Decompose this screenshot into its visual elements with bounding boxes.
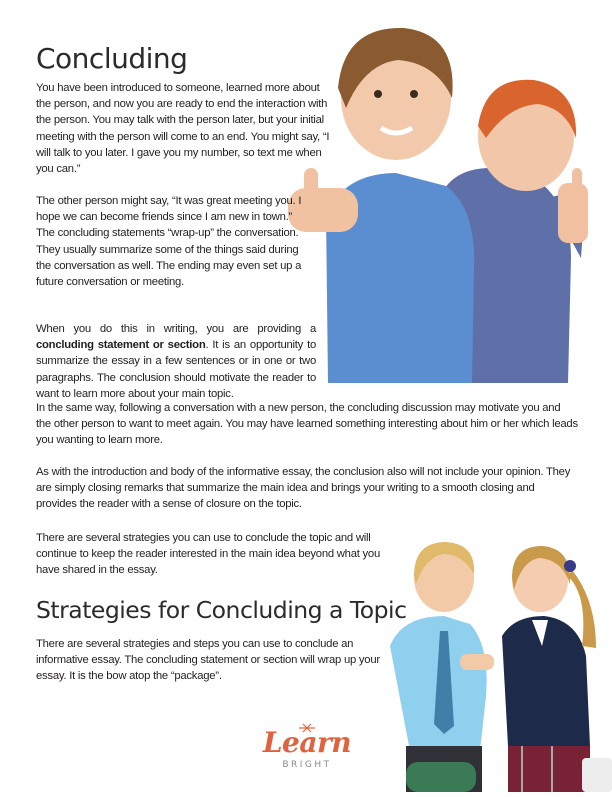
strategies-heading: Strategies for Concluding a Topic [36,596,407,624]
learn-bright-logo [255,721,359,777]
logo-learn-text: Learn [262,726,352,759]
children-talking-photo [382,536,612,792]
concluding-paragraph-4: In the same way, following a conversation with a new person, the concluding discussion may motivate you and the other person to want to meet again. You may have learned something interesting about him or her which leads you wanting to learn more. [36,402,578,447]
logo-bright-text: BRIGHT [282,760,332,770]
concluding-paragraph-1: You have been introduced to someone, learned more about the person, and now you are ready to end the interaction with the person. You may talk with the person later, but your initial meeting with the person will come to an end. You might say, “I will talk to you later. I gave you my number, so text me when you can.” [36,82,330,176]
page-title: Concluding [36,42,188,75]
concluding-paragraph-6: There are several strategies you can use to conclude the topic and will continue to keep the reader interested in the main idea beyond what you have shared in the essay. [36,532,380,577]
concluding-paragraph-2: The other person might say, “It was great meeting you. I hope we can become friends since I am new in town.” The concluding statements “wrap-up” the conversation. They usually summarize some of the things said during the conversation as well. The ending may even set up a future conversation or meeting. [36,195,302,289]
concluding-paragraph-3: When you do this in writing, you are providing a concluding statement or section. It is an opportunity to summarize the essay in a few sentences or in one or two paragraphs. The conclusion should motivate the reader to want to learn more about your main topic. [36,323,317,400]
boys-thumbs-up-photo [286,8,608,386]
concluding-statement-term: concluding statement or section [36,339,206,352]
concluding-paragraph-5: As with the introduction and body of the informative essay, the conclusion also will not include your opinion. They are simply closing remarks that summarize the main idea and brings your writing to a smooth closing and provides the reader with a sense of closure on the topic. [36,466,571,511]
strategies-paragraph-1: There are several strategies and steps you can use to conclude an informative essay. The concluding statement or section will wrap up your essay. It is the bow atop the “package”. [36,638,380,683]
